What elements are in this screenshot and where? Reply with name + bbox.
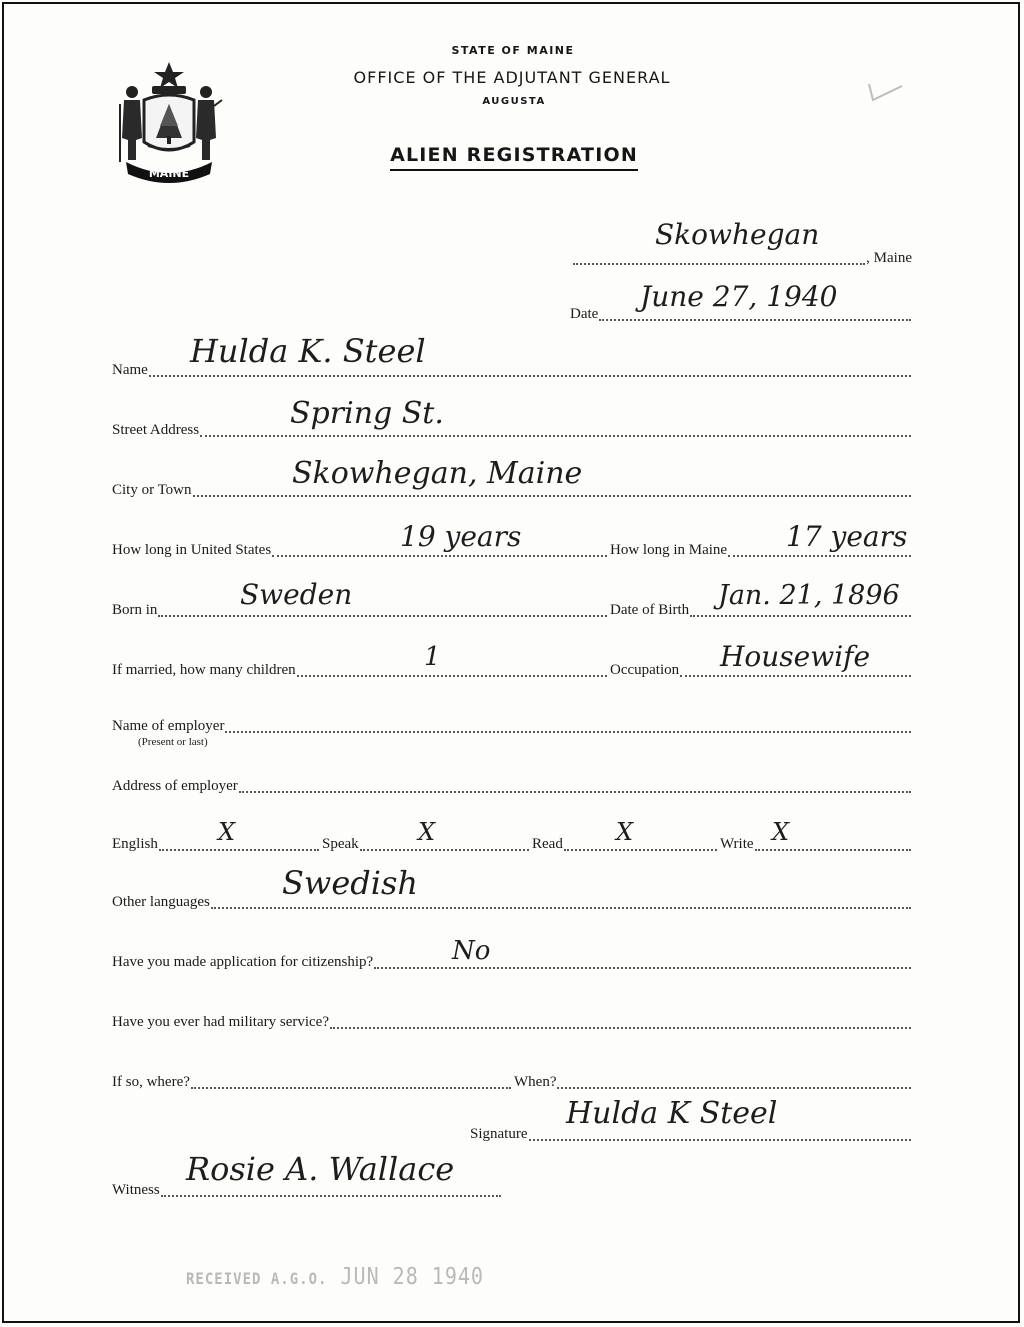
years-us-field[interactable] xyxy=(112,538,608,560)
place-suffix: , Maine xyxy=(866,250,912,266)
employer-sublabel: (Present or last) xyxy=(138,736,208,748)
header-state: STATE OF MAINE xyxy=(451,44,575,57)
street-address-field[interactable] xyxy=(112,418,912,440)
years-maine-value: 17 years xyxy=(786,520,908,553)
form-title: ALIEN REGISTRATION xyxy=(2,144,1024,166)
svg-text:MAINE: MAINE xyxy=(148,167,190,180)
date-label: Date xyxy=(570,306,599,322)
citizenship-value: No xyxy=(452,936,491,966)
employer-address-label: Address of employer xyxy=(112,778,238,794)
received-stamp-label: RECEIVED A.G.O. xyxy=(186,1270,328,1289)
other-languages-label: Other languages xyxy=(112,894,210,910)
employer-label: Name of employer xyxy=(112,718,225,734)
children-label: If married, how many children xyxy=(112,662,296,678)
years-us-label: How long in United States xyxy=(112,542,272,558)
date-of-birth-value: Jan. 21, 1896 xyxy=(718,580,900,611)
children-value: 1 xyxy=(424,642,441,672)
header-office: OFFICE OF THE ADJUTANT GENERAL xyxy=(353,68,671,87)
read-label: Read xyxy=(532,836,563,852)
born-in-field[interactable] xyxy=(112,598,608,620)
read-value: X xyxy=(616,818,634,846)
city-value: Skowhegan, Maine xyxy=(292,456,583,491)
write-field[interactable] xyxy=(720,832,912,854)
years-maine-label: How long in Maine xyxy=(610,542,728,558)
where-field[interactable] xyxy=(112,1070,512,1092)
military-service-label: Have you ever had military service? xyxy=(112,1014,329,1030)
occupation-label: Occupation xyxy=(610,662,680,678)
born-in-value: Sweden xyxy=(240,578,353,611)
english-label: English xyxy=(112,836,158,852)
employer-field[interactable] xyxy=(112,714,912,736)
write-value: X xyxy=(772,818,790,846)
citizenship-field[interactable] xyxy=(112,950,912,972)
occupation-value: Housewife xyxy=(720,640,871,673)
born-in-label: Born in xyxy=(112,602,158,618)
when-label: When? xyxy=(514,1074,557,1090)
name-value: Hulda K. Steel xyxy=(190,332,426,370)
where-label: If so, where? xyxy=(112,1074,190,1090)
english-value: X xyxy=(218,818,236,846)
other-languages-value: Swedish xyxy=(282,864,418,902)
signature-label: Signature xyxy=(470,1126,528,1142)
header-city: AUGUSTA xyxy=(482,96,546,107)
when-field[interactable] xyxy=(514,1070,912,1092)
english-field[interactable] xyxy=(112,832,320,854)
date-of-birth-label: Date of Birth xyxy=(610,602,690,618)
witness-value: Rosie A. Wallace xyxy=(186,1150,455,1188)
citizenship-label: Have you made application for citizenship? xyxy=(112,954,374,970)
date-value: June 27, 1940 xyxy=(640,280,838,313)
employer-address-field[interactable] xyxy=(112,774,912,796)
speak-value: X xyxy=(418,818,436,846)
military-service-field[interactable] xyxy=(112,1010,912,1032)
place-value: Skowhegan xyxy=(655,218,820,251)
street-address-value: Spring St. xyxy=(290,396,444,431)
witness-label: Witness xyxy=(112,1182,160,1198)
children-field[interactable] xyxy=(112,658,608,680)
name-label: Name xyxy=(112,362,148,378)
other-languages-field[interactable] xyxy=(112,890,912,912)
years-us-value: 19 years xyxy=(400,520,522,553)
signature-value: Hulda K Steel xyxy=(566,1096,778,1131)
speak-label: Speak xyxy=(322,836,359,852)
received-stamp xyxy=(186,1262,484,1290)
received-stamp-date: JUN 28 1940 xyxy=(340,1262,484,1290)
write-label: Write xyxy=(720,836,754,852)
street-address-label: Street Address xyxy=(112,422,200,438)
city-label: City or Town xyxy=(112,482,192,498)
